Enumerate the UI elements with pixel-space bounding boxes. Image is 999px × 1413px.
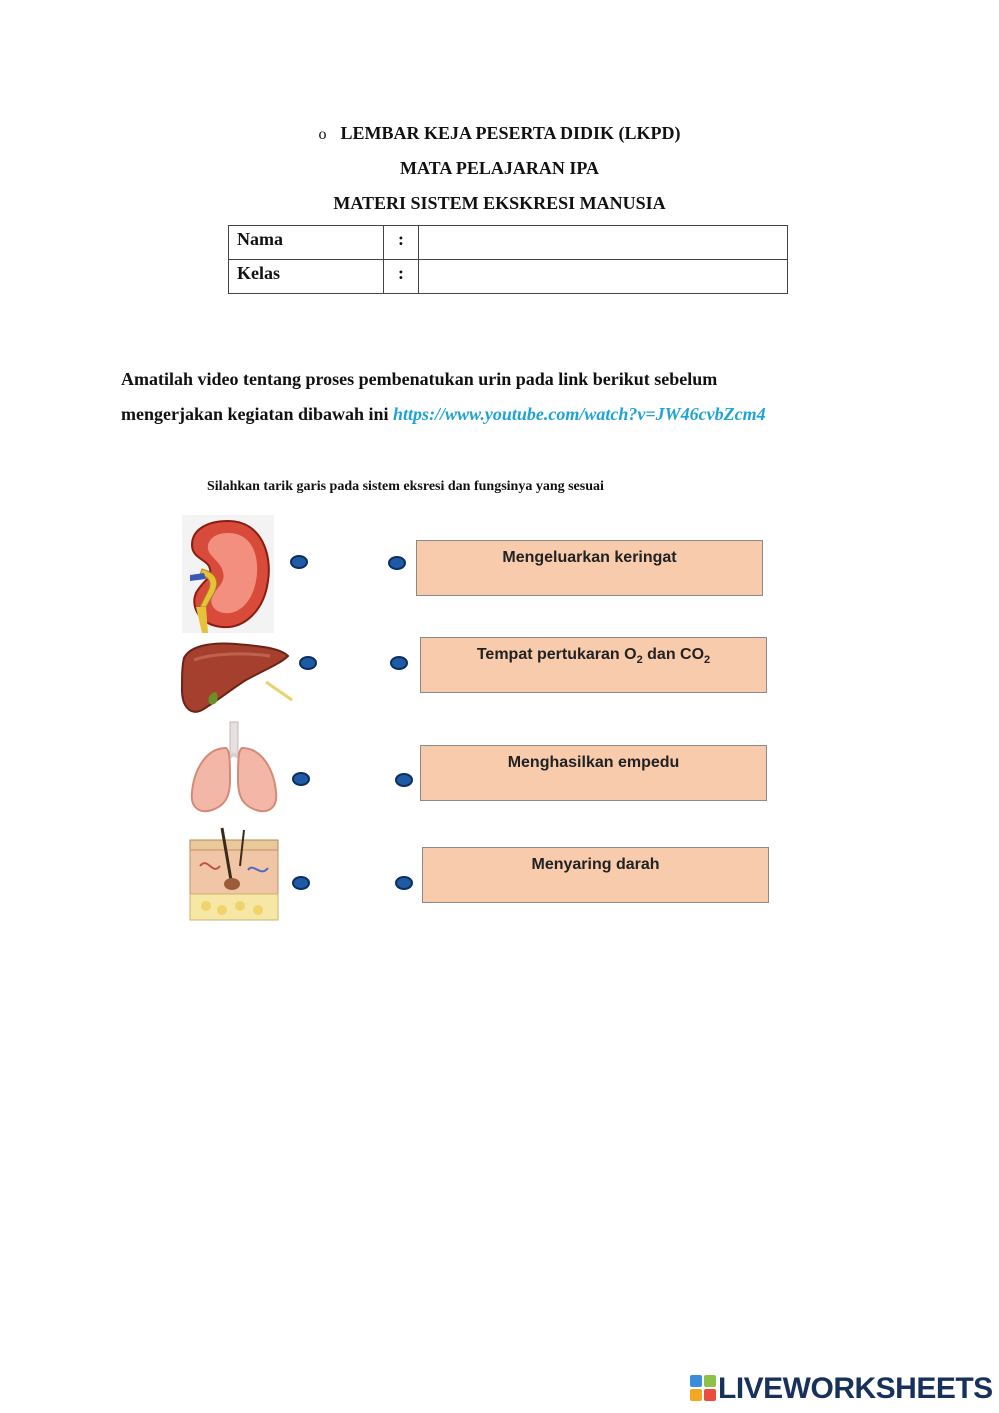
- header-line-1: [0, 123, 999, 144]
- gas-exchange-text-2: dan CO: [642, 646, 705, 663]
- activity-title: Silahkan tarik garis pada sistem eksresi dan fungsinya yang sesuai: [207, 479, 604, 494]
- instruction-line-2-text: mengerjakan kegiatan dibawah ini: [121, 404, 389, 424]
- organ-dot-skin[interactable]: [292, 876, 310, 890]
- function-dot-1[interactable]: [388, 556, 406, 570]
- student-info-table: [228, 225, 788, 294]
- function-dot-2[interactable]: [390, 656, 408, 670]
- function-dot-4[interactable]: [395, 876, 413, 890]
- bullet-marker: o: [318, 126, 327, 143]
- liver-icon: [180, 640, 294, 718]
- function-label-filter-blood: Menyaring darah: [531, 856, 660, 873]
- nama-field[interactable]: [419, 226, 788, 260]
- function-box-sweat: [416, 540, 763, 596]
- instruction-line-2: [121, 404, 766, 425]
- organ-dot-lungs[interactable]: [292, 772, 310, 786]
- kelas-field[interactable]: [419, 260, 788, 294]
- table-row-nama: [229, 226, 788, 260]
- lungs-icon: [186, 720, 282, 816]
- worksheet-title: LEMBAR KEJA PESERTA DIDIK (LKPD): [340, 123, 681, 143]
- organ-dot-liver[interactable]: [299, 656, 317, 670]
- youtube-link[interactable]: https://www.youtube.com/watch?v=JW46cvbZcm4: [393, 404, 766, 424]
- function-label-gas-exchange: [476, 646, 711, 667]
- co2-subscript: 2: [704, 654, 711, 667]
- subject-title: MATA PELAJARAN IPA: [400, 158, 599, 178]
- nama-label: Nama: [229, 226, 384, 260]
- function-box-gas-exchange: [420, 637, 767, 693]
- function-box-filter-blood: [422, 847, 769, 903]
- nama-colon: :: [384, 226, 419, 260]
- kelas-label: Kelas: [229, 260, 384, 294]
- organ-dot-kidney[interactable]: [290, 555, 308, 569]
- function-box-bile: [420, 745, 767, 801]
- instruction-line-1: Amatilah video tentang proses pembenatukan urin pada link berikut sebelum: [121, 369, 718, 389]
- topic-title: MATERI SISTEM EKSKRESI MANUSIA: [333, 193, 666, 213]
- function-label-bile: Menghasilkan empedu: [507, 754, 680, 771]
- gas-exchange-text-1: Tempat pertukaran O: [476, 646, 637, 663]
- table-row-kelas: [229, 260, 788, 294]
- liveworksheets-logo-icon: [690, 1375, 718, 1403]
- function-dot-3[interactable]: [395, 773, 413, 787]
- kidney-icon: [182, 515, 274, 633]
- liveworksheets-brand: LIVEWORKSHEETS: [718, 1372, 993, 1405]
- kelas-colon: :: [384, 260, 419, 294]
- liveworksheets-logo: [690, 1372, 993, 1406]
- function-label-sweat: Mengeluarkan keringat: [502, 549, 677, 566]
- skin-icon: [188, 826, 280, 922]
- o2-subscript: 2: [636, 654, 643, 667]
